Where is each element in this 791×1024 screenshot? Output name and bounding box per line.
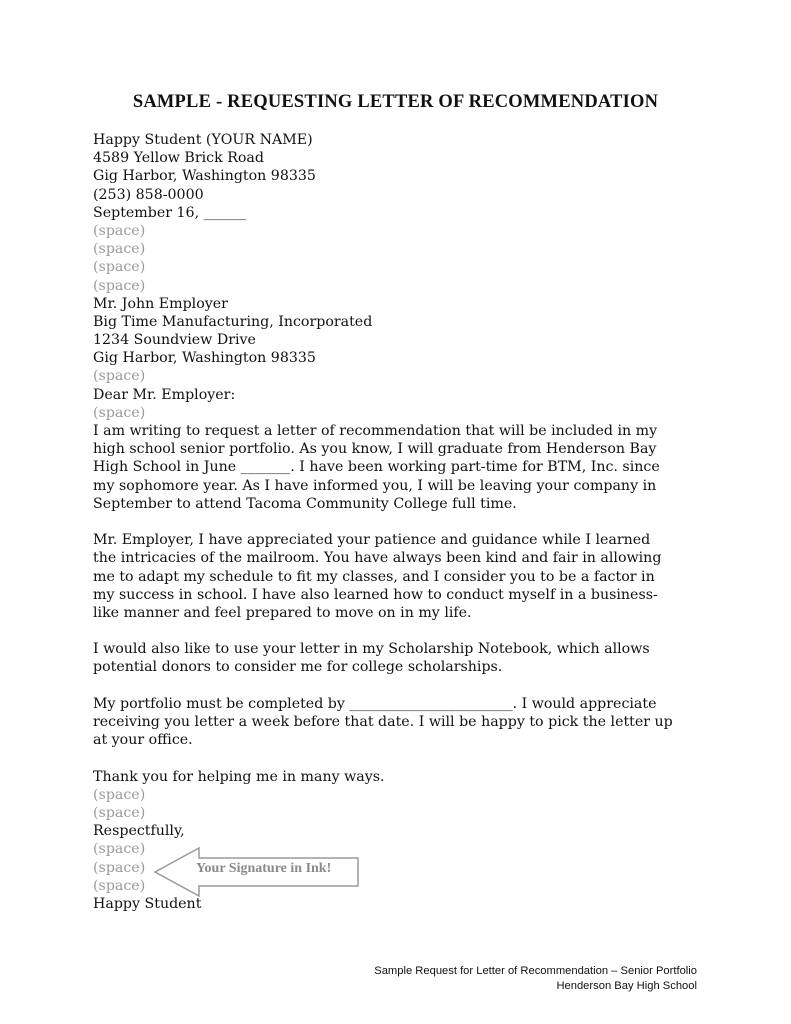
paragraph-line: My portfolio must be completed by _______________________. I would appreciate [93, 695, 657, 712]
paragraph-line: receiving you letter a week before that date. I will be happy to pick the letter up [93, 714, 673, 730]
sender-city: Gig Harbor, Washington 98335 [93, 168, 316, 185]
recipient-company: Big Time Manufacturing, Incorporated [93, 313, 373, 330]
space-marker: (space) [93, 786, 146, 803]
space-marker: (space) [93, 368, 146, 385]
space-marker: (space) [93, 841, 146, 858]
space-marker: (space) [93, 877, 146, 894]
paragraph-5 [93, 768, 713, 786]
paragraph-line: September to attend Tacoma Community College full time. [93, 495, 517, 512]
space-marker: (space) [93, 241, 146, 258]
paragraph-line: Mr. Employer, I have appreciated your patience and guidance while I learned [93, 532, 651, 549]
paragraph-3 [93, 640, 713, 676]
letter-date: September 16, ______ [93, 204, 247, 221]
salutation: Dear Mr. Employer: [93, 386, 236, 403]
space-marker: (space) [93, 259, 146, 276]
space-marker: (space) [93, 804, 146, 821]
closing: Respectfully, [93, 823, 185, 840]
recipient-street: 1234 Soundview Drive [93, 332, 256, 349]
paragraph-line: my sophomore year. As I have informed you, I will be leaving your company in [93, 477, 657, 494]
signer-name: Happy Student [93, 895, 202, 912]
signature-callout [153, 846, 363, 898]
paragraph-4 [93, 695, 713, 750]
space-marker: (space) [93, 404, 146, 421]
space-marker: (space) [93, 859, 146, 876]
sender-street: 4589 Yellow Brick Road [93, 150, 264, 167]
sender-name: Happy Student (YOUR NAME) [93, 132, 313, 148]
page-title: SAMPLE - REQUESTING LETTER OF RECOMMENDATION [132, 92, 659, 112]
paragraph-line: I would also like to use your letter in my Scholarship Notebook, which allows [93, 641, 650, 658]
footer-line-2: Henderson Bay High School [556, 980, 697, 992]
paragraph-line: I am writing to request a letter of recommendation that will be included in my [93, 423, 658, 439]
paragraph-line: my success in school. I have also learned how to conduct myself in a business- [93, 586, 658, 603]
paragraph-1 [93, 422, 713, 513]
page-footer [374, 964, 697, 994]
footer-line-1: Sample Request for Letter of Recommendation – Senior Portfolio [374, 965, 697, 977]
paragraph-line: high school senior portfolio. As you know, I will graduate from Henderson Bay [93, 441, 657, 458]
paragraph-line: like manner and feel prepared to move on in my life. [93, 604, 472, 621]
space-marker: (space) [93, 277, 146, 294]
recipient-city: Gig Harbor, Washington 98335 [93, 350, 316, 367]
paragraph-2 [93, 531, 713, 622]
sender-phone: (253) 858-0000 [93, 186, 204, 203]
space-marker: (space) [93, 222, 146, 239]
paragraph-line: at your office. [93, 732, 193, 749]
signature-callout-label: Your Signature in Ink! [196, 861, 332, 876]
paragraph-line: me to adapt my schedule to fit my classes, and I consider you to be a factor in [93, 568, 655, 585]
letter-body [93, 131, 713, 913]
paragraph-line: the intricacies of the mailroom. You have always been kind and fair in allowing [93, 550, 662, 567]
paragraph-line: Thank you for helping me in many ways. [93, 768, 385, 785]
paragraph-line: potential donors to consider me for college scholarships. [93, 659, 503, 676]
paragraph-line: High School in June _______. I have been working part-time for BTM, Inc. since [93, 459, 660, 476]
recipient-name: Mr. John Employer [93, 295, 228, 312]
